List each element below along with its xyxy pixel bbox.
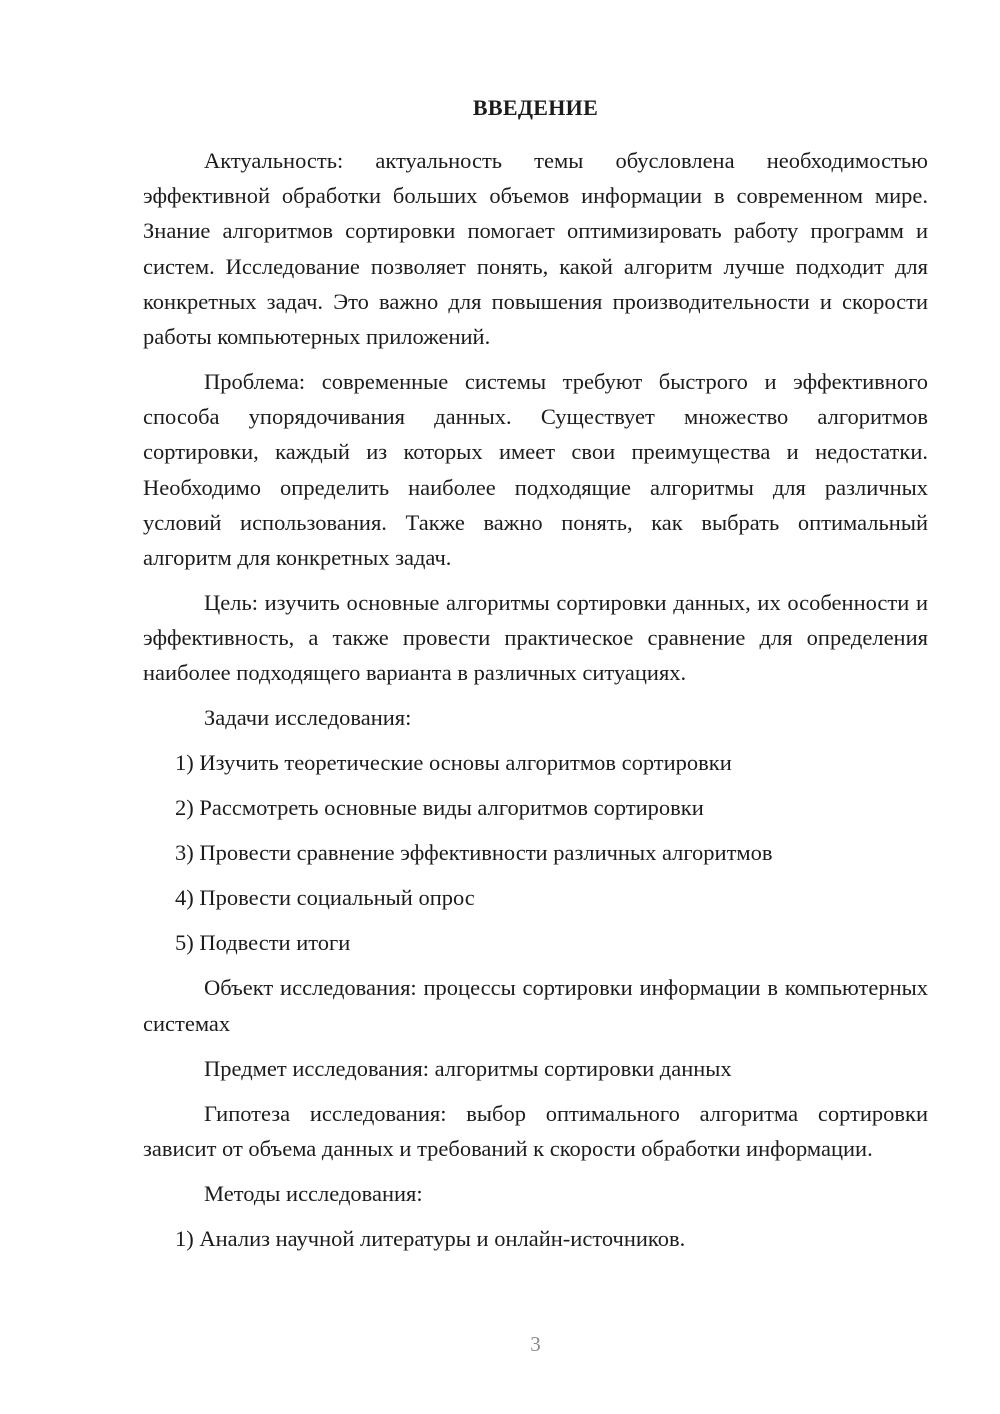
list-item-task: 3) Провести сравнение эффективности различных алгоритмов <box>175 840 773 866</box>
list-item-task: 4) Провести социальный опрос <box>175 885 475 911</box>
document-page <box>143 0 928 1414</box>
list-item-task: 2) Рассмотреть основные виды алгоритмов сортировки <box>175 795 704 821</box>
paragraph-object: Объект исследования: процессы сортировки информации в компьютерных системах <box>143 975 928 1036</box>
methods-label: Методы исследования: <box>204 1180 423 1206</box>
list-item-task: 1) Изучить теоретические основы алгоритмов сортировки <box>175 750 732 776</box>
list-item-task: 5) Подвести итоги <box>175 930 351 956</box>
page-title: ВВЕДЕНИЕ <box>472 95 599 120</box>
paragraph-subject: Предмет исследования: алгоритмы сортировки данных <box>204 1055 732 1081</box>
tasks-label: Задачи исследования: <box>204 705 412 731</box>
document-body <box>143 143 928 1266</box>
paragraph-problem: Проблема: современные системы требуют быстрого и эффективного способа упорядочивания данных. Существует множество алгоритмов сортировки, каждый из которых имеет свои преимущества и недостатки. Необходимо определить наиболее подходящие алгоритмы для различных условий использования. Также важно понять, как выбрать оптимальный алгоритм для конкретных задач. <box>143 369 928 571</box>
paragraph-goal: Цель: изучить основные алгоритмы сортировки данных, их особенности и эффективность, а также провести практическое сравнение для определения наиболее подходящего варианта в различных ситуациях. <box>143 590 928 686</box>
paragraph-relevance: Актуальность: актуальность темы обусловлена необходимостью эффективной обработки больших объемов информации в современном мире. Знание алгоритмов сортировки помогает оптимизировать работу программ и систем. Исследование позволяет понять, какой алгоритм лучше подходит для конкретных задач. Это важно для повышения производительности и скорости работы компьютерных приложений. <box>143 148 928 350</box>
paragraph-hypothesis: Гипотеза исследования: выбор оптимального алгоритма сортировки зависит от объема данных и требований к скорости обработки информации. <box>143 1100 928 1161</box>
list-item-method: 1) Анализ научной литературы и онлайн-источников. <box>175 1225 686 1251</box>
page-number: 3 <box>530 1332 541 1356</box>
